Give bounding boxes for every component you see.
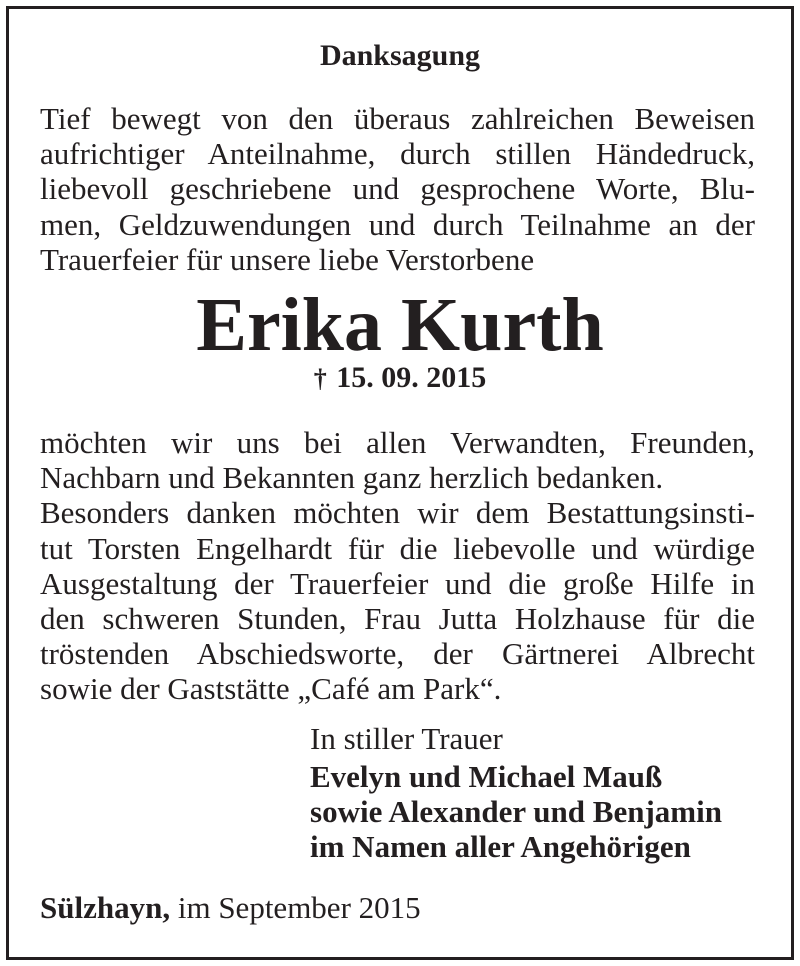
thanks-line: Ausgestaltung der Trauerfeier und die große Hilfe in (40, 565, 755, 601)
dagger-icon: † (313, 364, 327, 393)
thanks-line: sowie der Gaststätte „Café am Park“. (40, 671, 502, 707)
mourner-line: im Namen aller Angehörigen (310, 829, 691, 864)
place-date-line (40, 890, 421, 926)
thanks-line: den schweren Stunden, Frau Jutta Holzhause für die (40, 601, 755, 637)
intro-line: aufrichtiger Anteilnahme, durch stillen Händedruck, (40, 136, 755, 172)
notice-date: im September 2015 (177, 890, 421, 925)
mourner-line: sowie Alexander und Benjamin (310, 794, 722, 829)
intro-line: liebevoll geschriebene und gesprochene Worte, Blu- (40, 171, 755, 207)
intro-line: men, Geldzuwendungen und durch Teilnahme an der (40, 206, 755, 242)
thanks-line: Nachbarn und Bekannten ganz herzlich bedanken. (40, 460, 664, 496)
intro-line: Tief bewegt von den überaus zahlreichen Beweisen (40, 101, 755, 136)
thanks-line: Besonders danken möchten wir dem Bestattungsinsti- (40, 495, 755, 531)
thanks-paragraph (40, 425, 755, 707)
intro-line: Trauerfeier für unsere liebe Verstorbene (40, 241, 535, 277)
signature-intro: In stiller Trauer (310, 721, 503, 756)
deceased-name: Erika Kurth (196, 283, 604, 367)
thanks-line: tut Torsten Engelhardt für die liebevolle und würdige (40, 530, 755, 566)
intro-paragraph (40, 101, 755, 277)
death-date: 15. 09. 2015 (336, 361, 487, 394)
mourners-list (310, 759, 760, 864)
death-date-line (40, 360, 760, 397)
thanks-line: tröstenden Abschiedsworte, der Gärtnerei Albrecht (40, 636, 755, 672)
thanks-line: möchten wir uns bei allen Verwandten, Freunden, (40, 425, 755, 460)
notice-heading: Danksagung (319, 39, 481, 72)
mourner-line: Evelyn und Michael Mauß (310, 759, 663, 794)
signature-block (310, 721, 760, 864)
place-name: Sülzhayn, (40, 890, 171, 925)
